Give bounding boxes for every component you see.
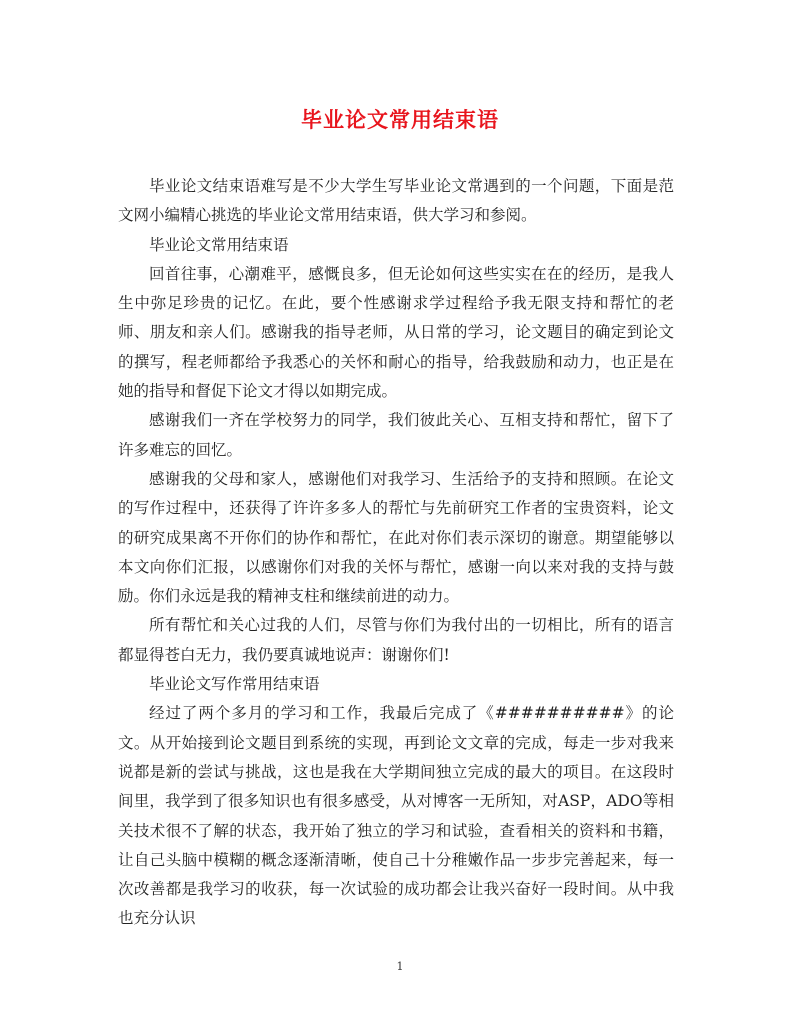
body-paragraph: 感谢我的父母和家人，感谢他们对我学习、生活给予的支持和照顾。在论文的写作过程中，还获得了许许多多人的帮忙与先前研究工作者的宝贵资料，论文的研究成果离不开你们的协作和帮忙，在此对你们表示深切的谢意。期望能够以本文向你们汇报，以感谢你们对我的关怀与帮忙，感谢一向以来对我的支持与鼓励。你们永远是我的精神支柱和继续前进的动力。 xyxy=(118,469,674,606)
intro-paragraph: 毕业论文结束语难写是不少大学生写毕业论文常遇到的一个问题，下面是范文网小编精心挑选的毕业论文常用结束语，供大学习和参阅。 xyxy=(118,177,674,225)
section-heading: 毕业论文常用结束语 xyxy=(149,235,289,254)
section-heading: 毕业论文写作常用结束语 xyxy=(149,675,320,694)
body-paragraph: 回首往事，心潮难平，感慨良多，但无论如何这些实实在在的经历，是我人生中弥足珍贵的记忆。在此，要个性感谢求学过程给予我无限支持和帮忙的老师、朋友和亲人们。感谢我的指导老师，从日常的学习，论文题目的确定到论文的撰写，程老师都给予我悉心的关怀和耐心的指导，给我鼓励和动力，也正是在她的指导和督促下论文才得以如期完成。 xyxy=(118,264,674,401)
body-paragraph: 经过了两个多月的学习和工作，我最后完成了《##########》的论文。从开始接到论文题目到系统的实现，再到论文文章的完成，每走一步对我来说都是新的尝试与挑战，这也是我在大学期间独立完成的最大的项目。在这段时间里，我学到了很多知识也有很多感受，从对博客一无所知，对ASP，ADO等相关技术很不了解的状态，我开始了独立的学习和试验，查看相关的资料和书籍，让自己头脑中模糊的概念逐渐清晰，使自己十分稚嫩作品一步步完善起来，每一次改善都是我学习的收获，每一次试验的成功都会让我兴奋好一段时间。从中我也充分认识 xyxy=(118,704,674,928)
body-paragraph: 感谢我们一齐在学校努力的同学，我们彼此关心、互相支持和帮忙，留下了许多难忘的回忆。 xyxy=(118,411,674,459)
body-paragraph: 所有帮忙和关心过我的人们，尽管与你们为我付出的一切相比，所有的语言都显得苍白无力，我仍要真诚地说声：谢谢你们! xyxy=(118,616,674,664)
page-number: 1 xyxy=(396,960,404,973)
document-body xyxy=(118,172,674,934)
document-title: 毕业论文常用结束语 xyxy=(301,107,499,132)
